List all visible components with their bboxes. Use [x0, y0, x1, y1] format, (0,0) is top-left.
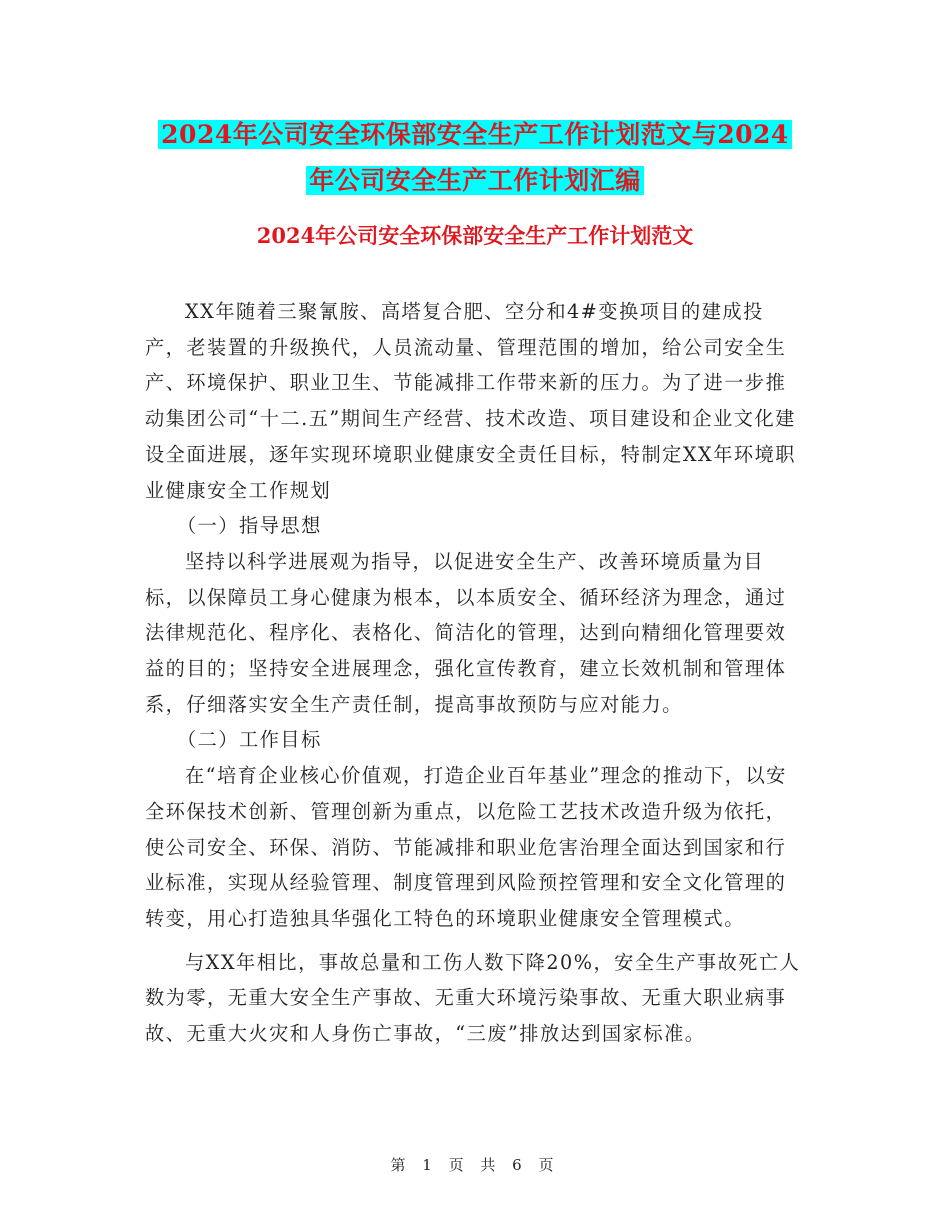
page-footer: 第 1 页 共 6 页 — [390, 1156, 560, 1174]
subheading-guiding-thought: （一）指导思想 — [177, 514, 322, 538]
title-line-2: 年公司安全生产工作计划汇编 — [306, 166, 644, 195]
subheading-work-goals: （二）工作目标 — [177, 728, 322, 752]
paragraph-work-goals: 在“培育企业核心价值观，打造企业百年基业”理念的推动下，以安全环保技术创新、管理创新为重点，以危险工艺技术改造升级为依托，使公司安全、环保、消防、节能减排和职业危害治理全面达到国家和行业标准，实现从经验管理、制度管理到风险预控管理和安全文化管理的转变，用心打造独具华强化工特色的环境职业健康安全管理模式。 — [145, 764, 787, 930]
title-line-1: 2024年公司安全环保部安全生产工作计划范文与2024 — [158, 120, 792, 149]
document-body — [145, 294, 805, 1052]
paragraph-guiding-thought: 坚持以科学进展观为指导，以促进安全生产、改善环境质量为目标，以保障员工身心健康为根本，以本质安全、循环经济为理念，通过法律规范化、程序化、表格化、简洁化的管理，达到向精细化管理要效益的目的；坚持安全进展理念，强化宣传教育，建立长效机制和管理体系，仔细落实安全生产责任制，提高事故预防与应对能力。 — [145, 549, 787, 716]
paragraph-intro: XX年随着三聚氰胺、高塔复合肥、空分和4#变换项目的建成投产，老装置的升级换代，人员流动量、管理范围的增加，给公司安全生产、环境保护、职业卫生、节能减排工作带来新的压力。为了进一步推动集团公司“十二.五”期间生产经营、技术改造、项目建设和企业文化建设全面进展，逐年实现环境职业健康安全责任目标，特制定XX年环境职业健康安全工作规划 — [145, 300, 796, 502]
section-title: 2024年公司安全环保部安全生产工作计划范文 — [256, 223, 694, 248]
document-title — [0, 112, 950, 204]
paragraph-targets: 与XX年相比，事故总量和工伤人数下降20%，安全生产事故死亡人数为零，无重大安全生产事故、无重大环境污染事故、无重大职业病事故、无重大火灾和人身伤亡事故，“三废”排放达到国家标准。 — [145, 950, 801, 1046]
